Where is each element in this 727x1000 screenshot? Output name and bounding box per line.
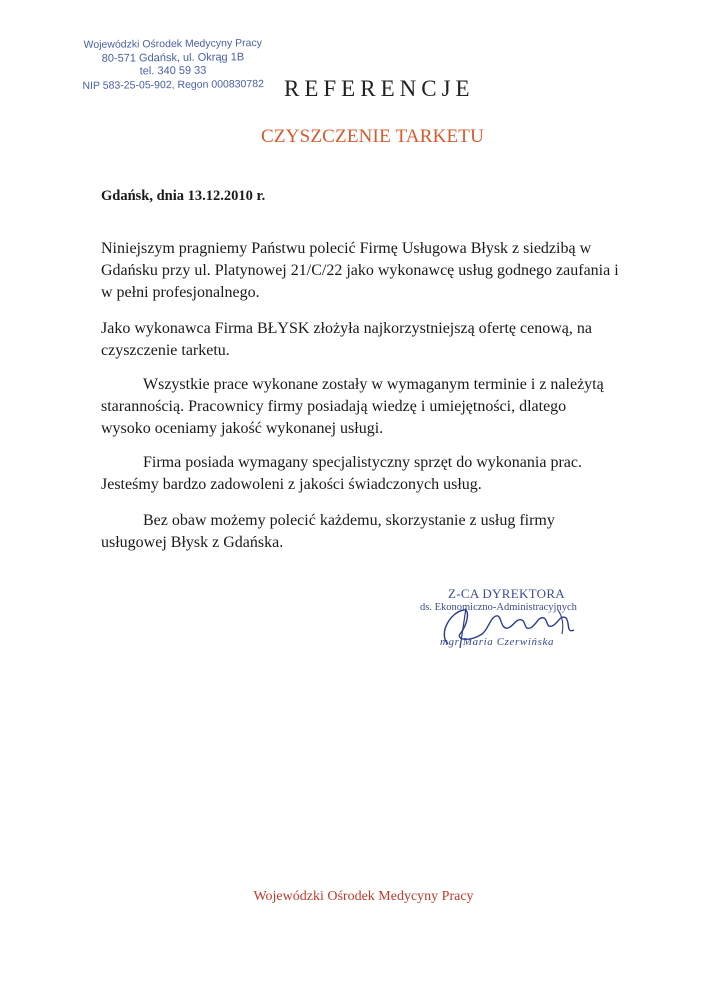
- signature-title: Z-CA DYREKTORA: [448, 586, 565, 601]
- text-line: Niniejszym pragniemy Państwu polecić Firmę Usługowa Błysk z siedzibą w: [101, 240, 592, 257]
- signature-department: ds. Ekonomiczno-Administracyjnych: [420, 602, 577, 613]
- text-line: Gdańsku przy ul. Platynowej 21/C/22 jako wykonawcę usług godnego zaufania i: [101, 262, 619, 279]
- stamp-line: NIP 583-25-05-902, Regon 000830782: [82, 77, 264, 92]
- document-title: REFERENCJE: [284, 76, 475, 101]
- text-line: Firma posiada wymagany specjalistyczny sprzęt do wykonania prac.: [143, 454, 582, 471]
- paragraph-1: [101, 238, 621, 304]
- text-line: Bez obaw możemy polecić każdemu, skorzystanie z usług firmy: [143, 512, 555, 529]
- text-line: Jesteśmy bardzo zadowoleni z jakości świadczonych usług.: [101, 476, 482, 493]
- text-line: usługowej Błysk z Gdańska.: [101, 534, 284, 551]
- text-line: Wszystkie prace wykonane zostały w wymaganym terminie i z należytą: [143, 376, 604, 393]
- stamp-line: 80-571 Gdańsk, ul. Okrąg 1B: [101, 50, 245, 65]
- stamp-line: Wojewódzki Ośrodek Medycyny Pracy: [83, 37, 263, 51]
- paragraph-2: [101, 318, 621, 362]
- signature-block: [400, 586, 600, 656]
- document-date: Gdańsk, dnia 13.12.2010 r.: [101, 188, 266, 204]
- stamp-line: tel. 340 59 33: [139, 64, 207, 78]
- text-line: Jako wykonawca Firma BŁYSK złożyła najkorzystniejszą ofertę cenową, na: [101, 320, 592, 337]
- text-line: czyszczenie tarketu.: [101, 342, 230, 359]
- company-stamp: [78, 37, 269, 93]
- text-line: w pełni profesjonalnego.: [101, 284, 260, 301]
- text-line: starannością. Pracownicy firmy posiadają wiedzę i umiejętności, dlatego: [101, 398, 567, 415]
- paragraph-5: [101, 510, 621, 554]
- paragraph-3: [101, 374, 621, 440]
- paragraph-4: [101, 452, 621, 496]
- signature-name: mgr Maria Czerwińska: [440, 636, 555, 648]
- footer-institution: Wojewódzki Ośrodek Medycyny Pracy: [253, 889, 474, 904]
- text-line: wysoko oceniamy jakość wykonanej usługi.: [101, 420, 384, 437]
- document-subtitle: CZYSZCZENIE TARKETU: [260, 126, 485, 147]
